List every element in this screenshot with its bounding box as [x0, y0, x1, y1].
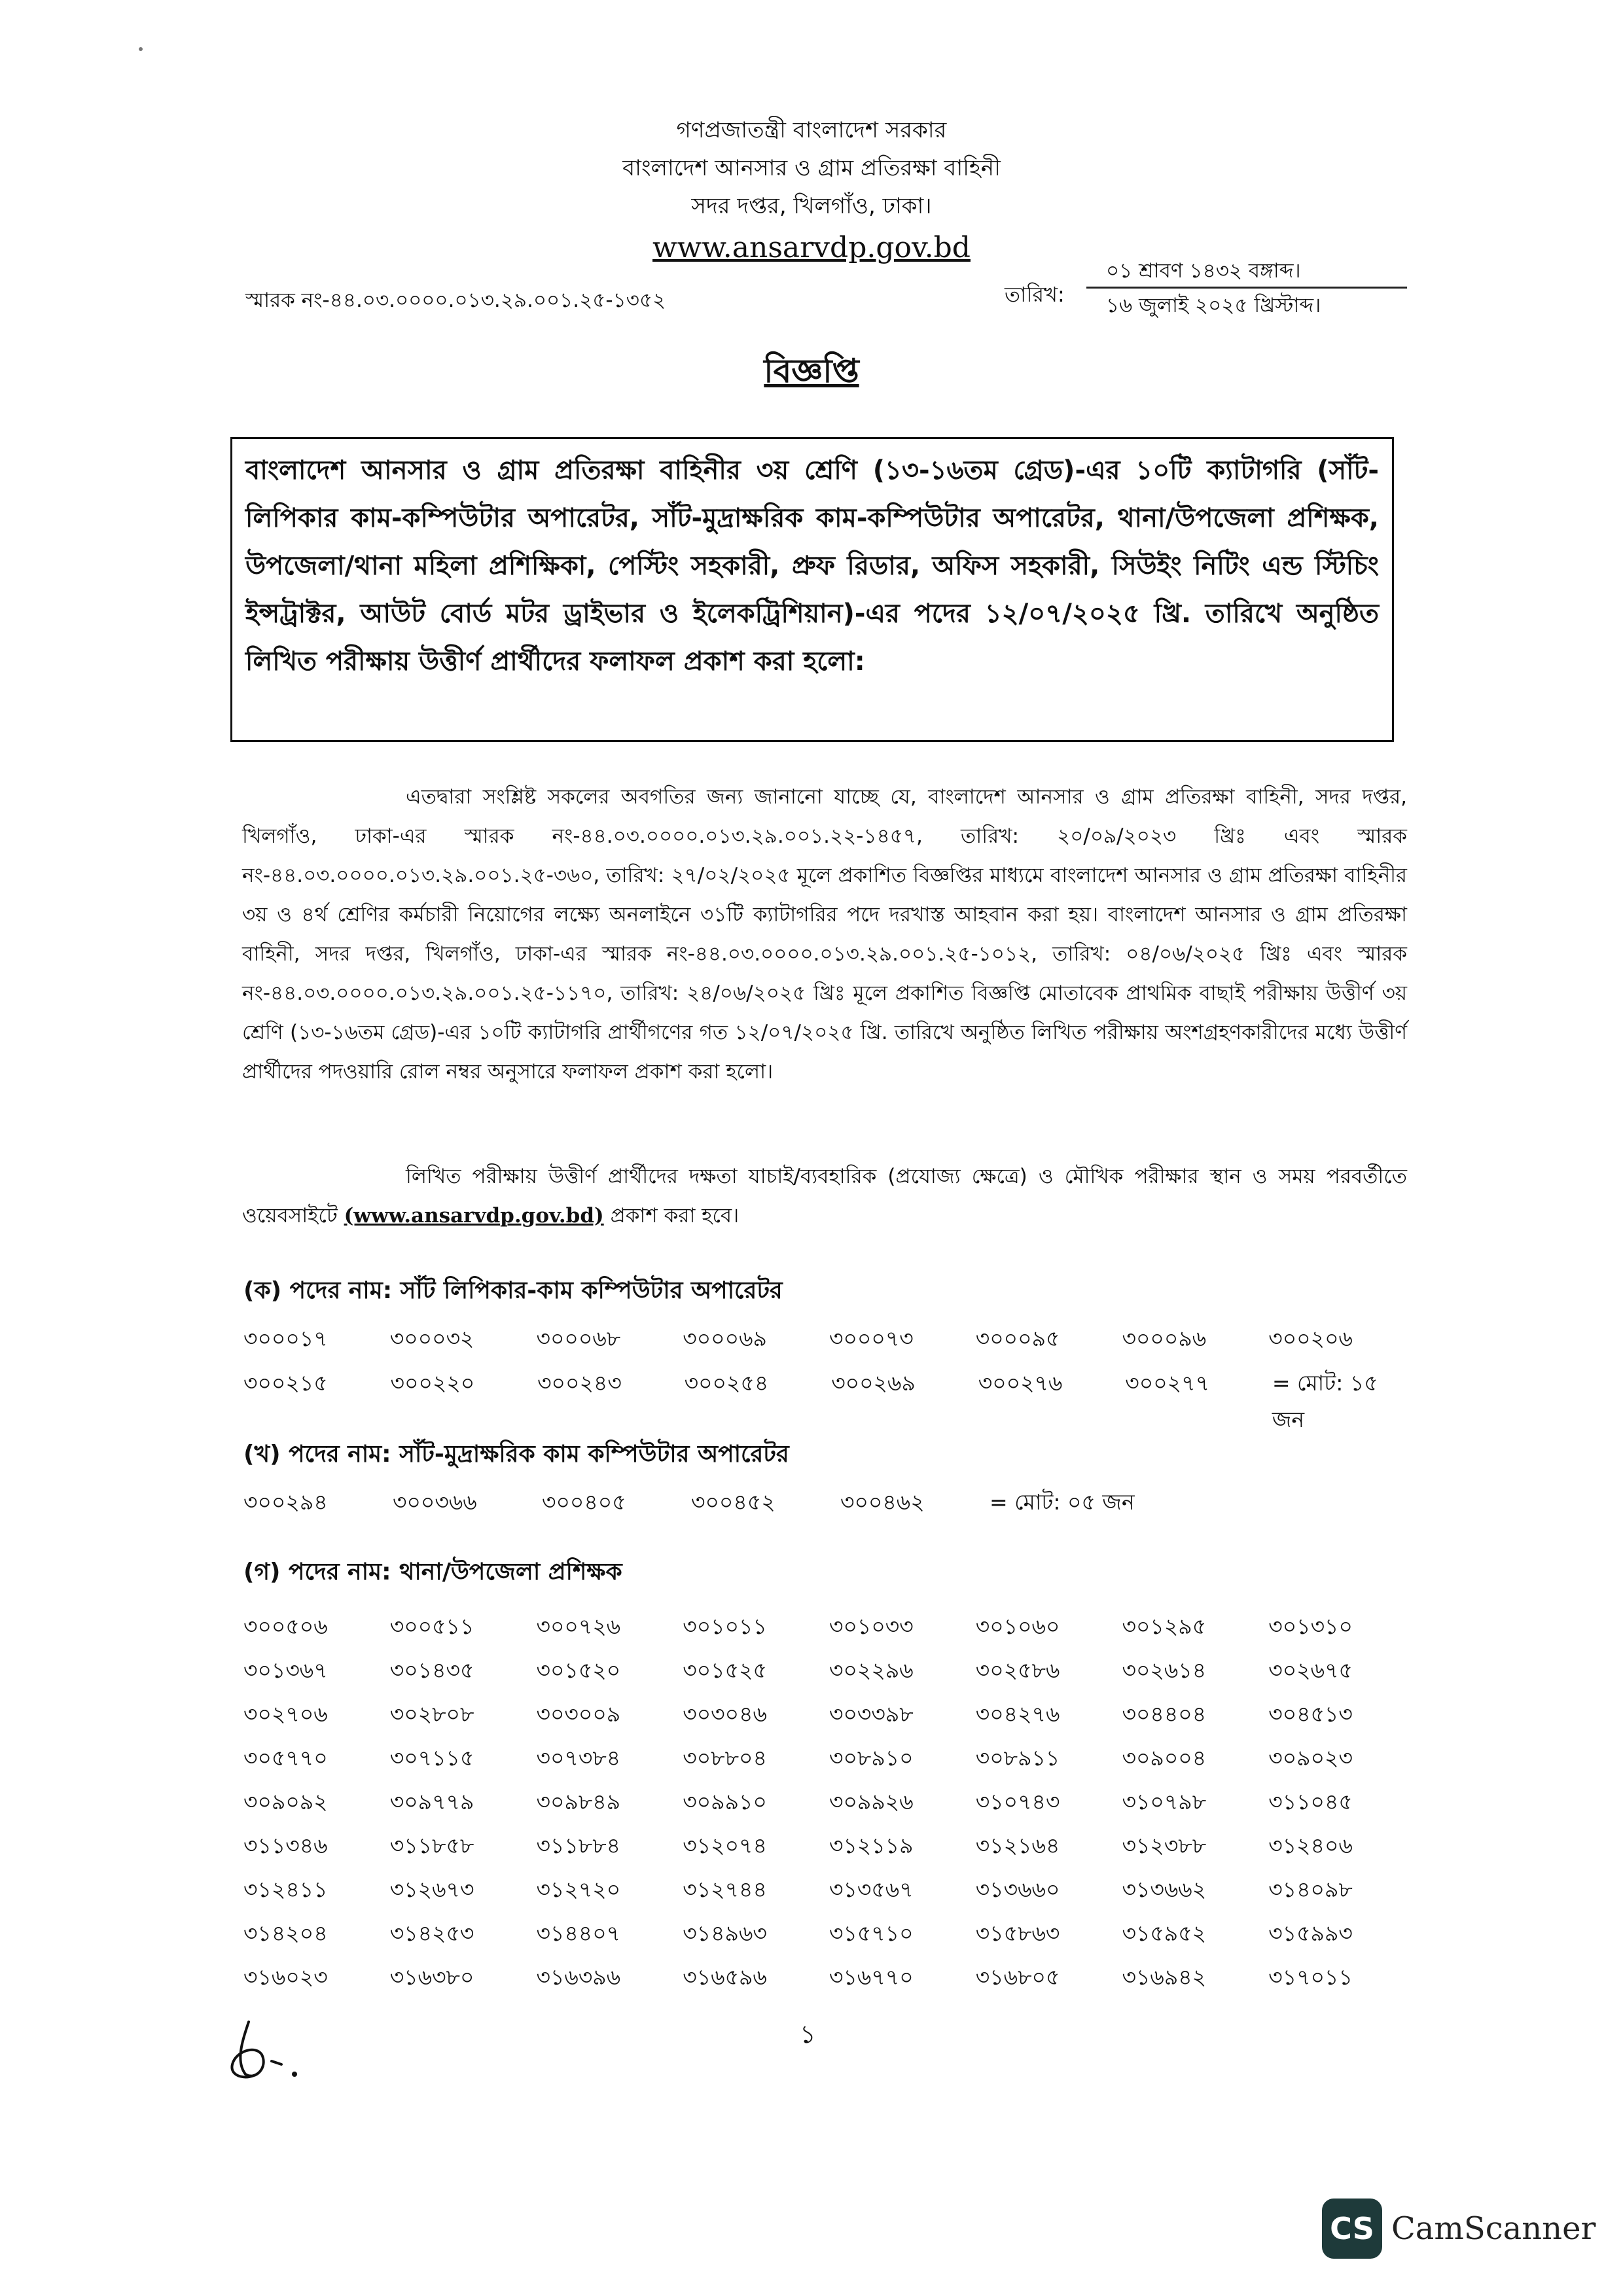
roll-number: ৩১২১১৯: [829, 1833, 914, 1858]
roll-number: ৩১৪২০৪: [243, 1920, 328, 1946]
roll-number: ৩০০৩৬৬: [393, 1489, 477, 1515]
roll-number: ৩০০২৬৯: [831, 1370, 916, 1396]
roll-number: ৩০১২৯৫: [1122, 1614, 1207, 1639]
roll-number: ৩১১৮৫৮: [389, 1833, 474, 1858]
roll-number: ৩০০২৭৭: [1125, 1370, 1210, 1396]
roll-row: [243, 1322, 1415, 1358]
roll-number: ৩০১৫২০: [536, 1657, 621, 1683]
roll-number: ৩০০৭২৬: [536, 1614, 621, 1639]
roll-number: ৩১১৩৪৬: [243, 1833, 328, 1858]
date-bangla: ০১ শ্রাবণ ১৪৩২ বঙ্গাব্দ।: [1106, 259, 1301, 283]
roll-number: ৩১৬৫৯৬: [683, 1964, 767, 1990]
roll-number: ৩০৯৮৪৯: [536, 1789, 621, 1814]
date-block: [1086, 256, 1407, 320]
roll-number: ৩০০২৪৩: [537, 1370, 622, 1396]
roll-row: [243, 1960, 1415, 1997]
roll-number: ৩০৭১১৫: [389, 1745, 474, 1771]
roll-number: ৩১০৭৪৩: [975, 1789, 1060, 1814]
roll-number: ৩০৯০৯২: [243, 1789, 328, 1814]
roll-number: ৩০৯৯১০: [683, 1789, 767, 1814]
roll-number: ৩১০৭৯৮: [1122, 1789, 1207, 1814]
notice-title-wrap: [0, 347, 1623, 401]
roll-number: ৩০০৪৫২: [691, 1489, 776, 1515]
roll-number: ৩০২৭০৬: [243, 1701, 328, 1727]
section-total: = মোট: ০৫ জন: [990, 1489, 1135, 1515]
roll-number: ৩১২০৭৪: [683, 1833, 767, 1858]
body-paragraph-2: [242, 1157, 1407, 1235]
roll-number: ৩০৯০২৩: [1268, 1745, 1353, 1771]
roll-number: ৩১৪২৫৩: [389, 1920, 474, 1946]
roll-number: ৩০৯৭৭৯: [389, 1789, 474, 1814]
paragraph-1-text: এতদ্বারা সংশ্লিষ্ট সকলের অবগতির জন্য জানানো যাচ্ছে যে, বাংলাদেশ আনসার ও গ্রাম প্রতিরক্ষা বাহিনী, সদর দপ্তর, খিলগাঁও, ঢাকা-এর স্মারক নং-৪৪.০৩.০০০০.০১৩.২৯.০০১.২২-১৪৫৭, তারিখ: ২০/০৯/২০২৩ খ্রিঃ এবং স্মারক নং-৪৪.০৩.০০০০.০১৩.২৯.০০১.২৫-৩৬০, তারিখ: ২৭/০২/২০২৫ মূলে প্রকাশিত বিজ্ঞপ্তির মাধ্যমে বাংলাদেশ আনসার ও গ্রাম প্রতিরক্ষা বাহিনীর ৩য় ও ৪র্থ শ্রেণির কর্মচারী নিয়োগের লক্ষ্যে অনলাইনে ৩১টি ক্যাটাগরির পদে দরখাস্ত আহবান করা হয়। বাংলাদেশ আনসার ও গ্রাম প্রতিরক্ষা বাহিনী, সদর দপ্তর, খিলগাঁও, ঢাকা-এর স্মারক নং-৪৪.০৩.০০০০.০১৩.২৯.০০১.২৫-১০১২, তারিখ: ০৪/০৬/২০২৫ খ্রিঃ এবং স্মারক নং-৪৪.০৩.০০০০.০১৩.২৯.০০১.২৫-১১৭০, তারিখ: ২৪/০৬/২০২৫ খ্রিঃ মূলে প্রকাশিত বিজ্ঞপ্তি মোতাবেক প্রাথমিক বাছাই পরীক্ষায় উত্তীর্ণ ৩য় শ্রেণি (১৩-১৬তম গ্রেড)-এর ১০টি ক্যাটাগরি প্রার্থীগণের গত ১২/০৭/২০২৫ খ্রি. তারিখে অনুষ্ঠিত লিখিত পরীক্ষায় অংশগ্রহণকারীদের মধ্যে উত্তীর্ণ প্রার্থীদের পদওয়ারি রোল নম্বর অনুসারে ফলাফল প্রকাশ করা হলো।: [242, 785, 1408, 1084]
roll-number: ৩০০০৩২: [389, 1326, 474, 1351]
roll-number: ৩০৩৩৯৮: [829, 1701, 914, 1727]
roll-row: [243, 1741, 1415, 1778]
roll-row: [243, 1873, 1415, 1909]
section-heading: (খ) পদের নাম: সাঁট-মুদ্রাক্ষরিক কাম কম্পিউটার অপারেটর: [243, 1441, 789, 1468]
roll-number: ৩০২৬৭৫: [1268, 1657, 1353, 1683]
roll-number: ৩০৪৪০৪: [1122, 1701, 1207, 1727]
roll-number: ৩০০৪৬২: [840, 1489, 925, 1515]
roll-row: [243, 1829, 1415, 1865]
office-address: সদর দপ্তর, খিলগাঁও, ঢাকা।: [691, 193, 932, 219]
camscanner-brand: CamScanner: [1391, 2210, 1596, 2247]
roll-number: ৩০৪৫১৩: [1268, 1701, 1353, 1727]
roll-number: ৩১৭০১১: [1268, 1964, 1353, 1990]
roll-number: ৩১৫৮৬৩: [975, 1920, 1060, 1946]
camscanner-logo-icon: CS: [1322, 2199, 1382, 2259]
roll-number: ৩০০২৫৪: [684, 1370, 769, 1396]
roll-number: ৩১৪৯৬৩: [683, 1920, 767, 1946]
date-label: তারিখ:: [1005, 282, 1065, 307]
roll-number: ৩০১৩৬৭: [243, 1657, 328, 1683]
roll-number: ৩১৩৫৬৭: [829, 1877, 914, 1902]
section-heading: (গ) পদের নাম: থানা/উপজেলা প্রশিক্ষক: [243, 1559, 622, 1585]
notice-summary-box: বাংলাদেশ আনসার ও গ্রাম প্রতিরক্ষা বাহিনীর ৩য় শ্রেণি (১৩-১৬তম গ্রেড)-এর ১০টি ক্যাটাগরি (সাঁট-লিপিকার কাম-কম্পিউটার অপারেটর, সাঁট-মুদ্রাক্ষরিক কাম-কম্পিউটার অপারেটর, থানা/উপজেলা প্রশিক্ষক, উপজেলা/থানা মহিলা প্রশিক্ষিকা, পেস্টিং সহকারী, প্রুফ রিডার, অফিস সহকারী, সিউইং নিটিং এন্ড স্টিচিং ইন্সট্রাক্টর, আউট বোর্ড মটর ড্রাইভার ও ইলেকট্রিশিয়ান)-এর পদের ১২/০৭/২০২৫ খ্রি. তারিখে অনুষ্ঠিত লিখিত পরীক্ষায় উত্তীর্ণ প্রার্থীদের ফলাফল প্রকাশ করা হলো:: [230, 437, 1394, 742]
camscanner-watermark: [1322, 2199, 1596, 2259]
roll-row: [243, 1916, 1415, 1953]
roll-number: ৩১২৬৭৩: [389, 1877, 474, 1902]
roll-number: ৩১২৪১১: [243, 1877, 328, 1902]
roll-number: ৩১৫৭১০: [829, 1920, 914, 1946]
section-total: = মোট: ১৫ জন: [1272, 1370, 1378, 1432]
roll-number: ৩১২৩৮৮: [1122, 1833, 1207, 1858]
roll-number: ৩১১০৪৫: [1268, 1789, 1353, 1814]
roll-number: ৩০০২০৬: [1268, 1326, 1353, 1351]
roll-number: ৩০১০৬০: [975, 1614, 1060, 1639]
notice-title: বিজ্ঞপ্তি: [764, 352, 859, 390]
roll-number: ৩১২১৬৪: [975, 1833, 1060, 1858]
roll-number: ৩০৪২৭৬: [975, 1701, 1060, 1727]
roll-row: [243, 1366, 1415, 1439]
date-divider: [1086, 287, 1407, 289]
roll-number: ৩১৩৬৬০: [975, 1877, 1060, 1902]
page-number: ১: [800, 2020, 816, 2049]
memo-number: স্মারক নং-৪৪.০৩.০০০০.০১৩.২৯.০০১.২৫-১৩৫২: [245, 289, 666, 312]
roll-row: [243, 1697, 1415, 1734]
roll-number: ৩১৬৭৭০: [829, 1964, 914, 1990]
roll-row: [243, 1653, 1415, 1690]
roll-number: ৩০০৫০৬: [243, 1614, 328, 1639]
roll-number: ৩০৮৮০৪: [683, 1745, 767, 1771]
roll-row: [243, 1785, 1415, 1822]
roll-number: ৩০২২৯৬: [829, 1657, 914, 1683]
roll-number: ৩০১০১১: [683, 1614, 767, 1639]
signature-icon: [209, 2015, 308, 2087]
letterhead: [0, 111, 1623, 271]
date-english: ১৬ জুলাই ২০২৫ খ্রিস্টাব্দ।: [1106, 294, 1321, 317]
roll-number: ৩১৬৯৪২: [1122, 1964, 1207, 1990]
roll-number: ৩১২৭৪৪: [683, 1877, 767, 1902]
organization-name: বাংলাদেশ আনসার ও গ্রাম প্রতিরক্ষা বাহিনী: [622, 155, 1001, 181]
roll-number: ৩০১৩১০: [1268, 1614, 1353, 1639]
roll-number: ৩০০২১৫: [243, 1370, 328, 1396]
body-paragraph-1: [242, 777, 1407, 1091]
roll-number: ৩০০০৬৮: [536, 1326, 621, 1351]
roll-number: ৩১৬৩৮০: [389, 1964, 474, 1990]
roll-number: ৩১৬০২৩: [243, 1964, 328, 1990]
signature: [209, 2015, 308, 2090]
roll-number: ৩০৫৭৭০: [243, 1745, 328, 1771]
roll-number: ৩০৮৯১০: [829, 1745, 914, 1771]
paragraph-2-end: প্রকাশ করা হবে।: [610, 1204, 740, 1227]
roll-number: ৩০০০১৭: [243, 1326, 328, 1351]
roll-number: ৩১৬৩৯৬: [536, 1964, 621, 1990]
roll-number: ৩১৩৬৬২: [1122, 1877, 1207, 1902]
scan-speck: [139, 47, 143, 51]
roll-number: ৩০১০৩৩: [829, 1614, 914, 1639]
roll-number: ৩১৫৯৯৩: [1268, 1920, 1353, 1946]
roll-number: ৩০০৫১১: [389, 1614, 474, 1639]
roll-number: ৩০২৬১৪: [1122, 1657, 1207, 1683]
roll-number: ৩০২৫৮৬: [975, 1657, 1060, 1683]
section-heading: (ক) পদের নাম: সাঁট লিপিকার-কাম কম্পিউটার অপারেটর: [243, 1277, 783, 1304]
paragraph-2-text: লিখিত পরীক্ষায় উত্তীর্ণ প্রার্থীদের দক্ষতা যাচাই/ব্যবহারিক (প্রযোজ্য ক্ষেত্রে) ও মৌখিক পরীক্ষার স্থান ও সময় পরবর্তীতে ওয়েবসাইটে: [242, 1165, 1407, 1227]
roll-number: ৩০০০৯৬: [1122, 1326, 1207, 1351]
roll-number: ৩০৮৯১১: [975, 1745, 1060, 1771]
roll-number: ৩০০০৭৩: [829, 1326, 914, 1351]
roll-number: ৩০০২২০: [390, 1370, 475, 1396]
roll-number: ৩০০০৬৯: [683, 1326, 767, 1351]
roll-number: ৩০০২৭৬: [978, 1370, 1063, 1396]
roll-number: ৩০৭৩৮৪: [536, 1745, 621, 1771]
roll-number: ৩১২৭২০: [536, 1877, 621, 1902]
website-link[interactable]: www.ansarvdp.gov.bd: [652, 231, 971, 264]
roll-number: ৩১১৮৮৪: [536, 1833, 621, 1858]
roll-number: ৩০১৪৩৫: [389, 1657, 474, 1683]
roll-number: ৩০১৫২৫: [683, 1657, 767, 1683]
roll-number: ৩১৫৯৫২: [1122, 1920, 1207, 1946]
paragraph-2-website-link[interactable]: (www.ansarvdp.gov.bd): [344, 1204, 604, 1227]
roll-number: ৩০৩০০৯: [536, 1701, 621, 1727]
roll-number: ৩০৯৯২৬: [829, 1789, 914, 1814]
roll-row: [243, 1485, 1415, 1522]
roll-number: ৩০৯০০৪: [1122, 1745, 1207, 1771]
roll-number: ৩০২৮০৮: [389, 1701, 474, 1727]
roll-number: ৩১৪৪০৭: [536, 1920, 621, 1946]
roll-number: ৩০০০৯৫: [975, 1326, 1060, 1351]
roll-number: ৩০০২৯৪: [243, 1489, 328, 1515]
government-name: গণপ্রজাতন্ত্রী বাংলাদেশ সরকার: [676, 117, 947, 143]
roll-row: [243, 1610, 1415, 1646]
roll-number: ৩১৪০৯৮: [1268, 1877, 1353, 1902]
roll-number: ৩১২৪০৬: [1268, 1833, 1353, 1858]
roll-number: ৩১৬৮০৫: [975, 1964, 1060, 1990]
roll-number: ৩০৩০৪৬: [683, 1701, 767, 1727]
roll-number: ৩০০৪০৫: [542, 1489, 626, 1515]
